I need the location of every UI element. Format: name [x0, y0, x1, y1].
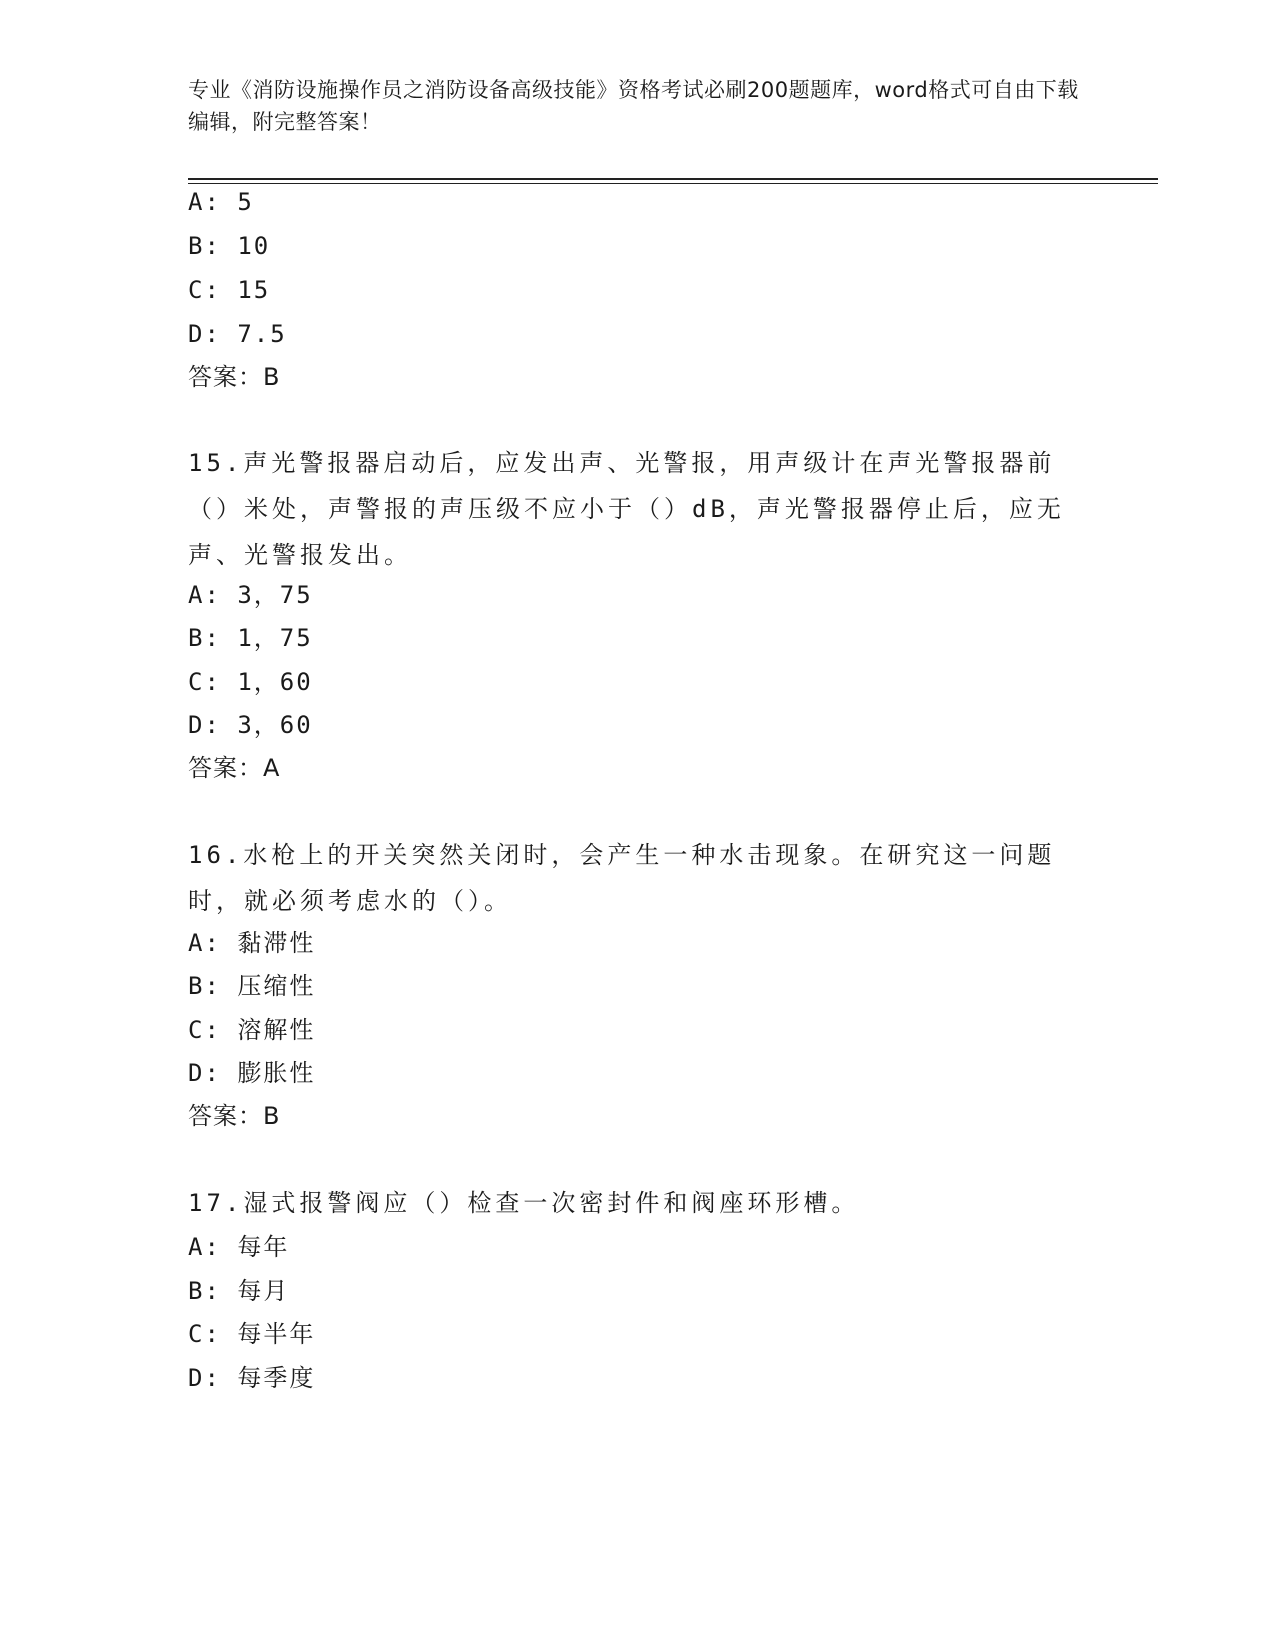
option-c: C: 1，60	[188, 668, 313, 696]
page-header-title: 专业《消防设施操作员之消防设备高级技能》资格考试必刷200题题库，word格式可自由下载编辑，附完整答案！	[188, 78, 1079, 134]
option-a: A: 5	[188, 188, 254, 216]
question-17-text: 17.湿式报警阀应（）检查一次密封件和阀座环形槽。	[188, 1189, 860, 1217]
option-b: B: 1，75	[188, 624, 313, 652]
option-d: D: 每季度	[188, 1364, 316, 1392]
option-b: B: 10	[188, 232, 271, 260]
header-divider-thick	[188, 178, 1158, 180]
answer-line: 答案：B	[188, 1102, 281, 1130]
option-d: D: 3，60	[188, 711, 313, 739]
answer-line: 答案：B	[188, 363, 281, 391]
option-c: C: 溶解性	[188, 1016, 316, 1044]
option-a: A: 每年	[188, 1233, 290, 1261]
option-c: C: 15	[188, 276, 271, 304]
option-a: A: 3，75	[188, 581, 313, 609]
option-d: D: 膨胀性	[188, 1059, 316, 1087]
question-15-text: 15.声光警报器启动后，应发出声、光警报，用声级计在声光警报器前（）米处，声警报的声压级不应小于（）dB，声光警报器停止后，应无声、光警报发出。	[188, 449, 1065, 569]
question-16-text: 16.水枪上的开关突然关闭时，会产生一种水击现象。在研究这一问题时，就必须考虑水的（）。	[188, 841, 1056, 915]
header-divider-thin	[188, 183, 1158, 184]
option-c: C: 每半年	[188, 1320, 316, 1348]
option-d: D: 7.5	[188, 320, 287, 348]
option-b: B: 每月	[188, 1277, 290, 1305]
answer-line: 答案：A	[188, 754, 281, 782]
option-a: A: 黏滞性	[188, 929, 316, 957]
option-b: B: 压缩性	[188, 972, 316, 1000]
